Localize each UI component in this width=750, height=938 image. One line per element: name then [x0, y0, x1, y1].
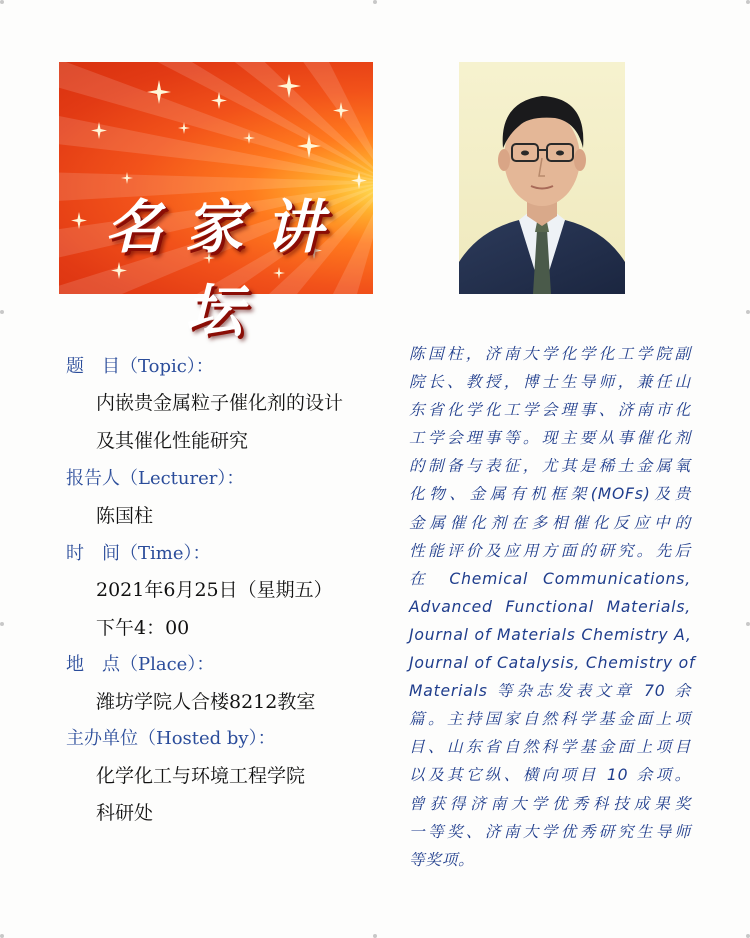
corner-mark — [746, 622, 750, 626]
speaker-portrait — [459, 62, 625, 294]
bio-line: 化物、金属有机框架(MOFs)及贵 — [409, 485, 691, 504]
host-2: 科研处 — [96, 802, 154, 824]
time-label: 时 间（Time）： — [66, 543, 211, 564]
bio-line: 目、山东省自然科学基金面上项目 — [409, 738, 691, 757]
bio-line: Advanced Functional Materials, — [409, 597, 691, 616]
bio-line: 在 Chemical Communications, — [409, 569, 691, 588]
topic-line-2: 及其催化性能研究 — [96, 430, 249, 452]
corner-mark — [746, 310, 750, 314]
corner-mark — [373, 934, 377, 938]
talk-place: 潍坊学院人合楼8212教室 — [96, 691, 316, 713]
bio-line: Journal of Materials Chemistry A, — [409, 625, 692, 644]
bio-line: 一等奖、济南大学优秀研究生导师 — [409, 822, 691, 841]
host-1: 化学化工与环境工程学院 — [96, 765, 306, 787]
topic-line-1: 内嵌贵金属粒子催化剂的设计 — [96, 392, 344, 414]
lecturer-label: 报告人（Lecturer）： — [66, 468, 245, 489]
bio-line: 的制备与表征，尤其是稀土金属氧 — [409, 457, 691, 476]
talk-date: 2021年6月25日（星期五） — [96, 579, 333, 601]
corner-mark — [0, 0, 4, 4]
bio-line: Journal of Catalysis, Chemistry of — [409, 654, 696, 673]
talk-time: 下午4：00 — [96, 617, 190, 639]
bio-line: Materials 等杂志发表文章 70 余 — [409, 682, 691, 701]
bio-line: 性能评价及应用方面的研究。先后 — [409, 541, 691, 560]
speaker-bio — [409, 340, 696, 874]
corner-mark — [746, 934, 750, 938]
bio-line: 以及其它纵、横向项目 10 余项。 — [409, 766, 691, 785]
bio-line: 篇。主持国家自然科学基金面上项 — [409, 710, 691, 729]
bio-line: 东省化学化工学会理事、济南市化 — [409, 401, 691, 420]
bio-line: 陈国柱，济南大学化学化工学院副 — [409, 345, 691, 363]
banner-title: 名家讲坛 — [104, 193, 345, 345]
speaker-portrait-icon — [459, 62, 625, 294]
place-label: 地 点（Place）： — [66, 654, 215, 675]
corner-mark — [0, 622, 4, 626]
corner-mark — [0, 310, 4, 314]
bio-line: 工学会理事等。现主要从事催化剂 — [409, 429, 691, 448]
bio-line: 院长、教授，博士生导师，兼任山 — [409, 373, 691, 392]
corner-mark — [746, 0, 750, 4]
corner-mark — [373, 0, 377, 4]
bio-line: 曾获得济南大学优秀科技成果奖 — [409, 794, 691, 813]
bio-line: 金属催化剂在多相催化反应中的 — [409, 513, 691, 532]
topic-label: 题 目（Topic）： — [66, 356, 214, 377]
lecturer-name: 陈国柱 — [96, 505, 154, 527]
corner-mark — [0, 934, 4, 938]
bio-line: 等奖项。 — [409, 850, 475, 869]
host-label: 主办单位（Hosted by）： — [66, 728, 276, 749]
banner — [59, 62, 373, 345]
